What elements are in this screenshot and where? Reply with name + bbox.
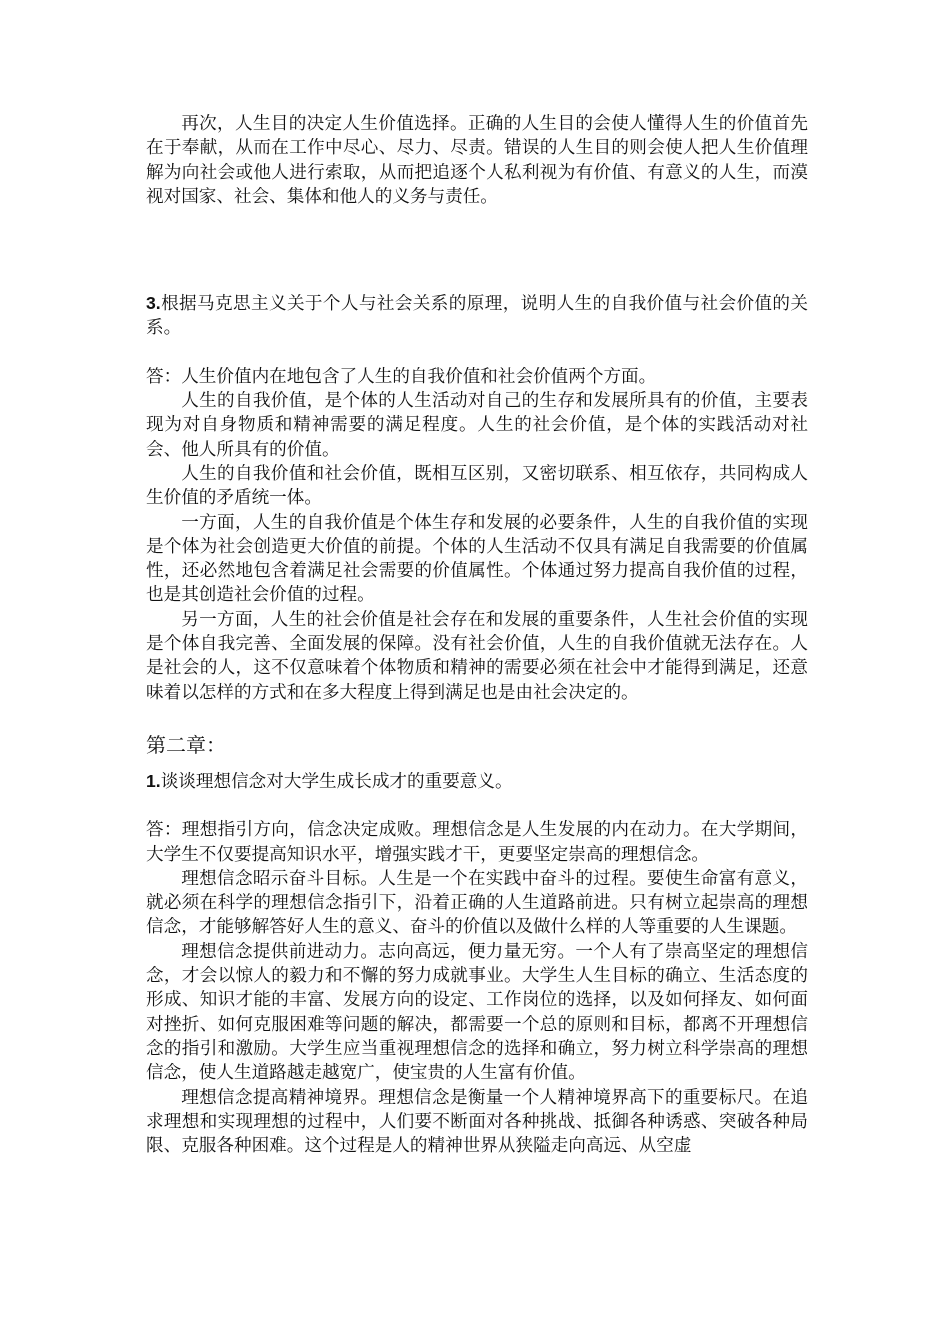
spacer: [146, 341, 808, 365]
question-3: [146, 291, 808, 341]
question-text: 根据马克思主义关于个人与社会关系的原理，说明人生的自我价值与社会价值的关系。: [146, 294, 808, 339]
answer-paragraph: 一方面，人生的自我价值是个体生存和发展的必要条件，人生的自我价值的实现是个体为社会创造更大价值的前提。个体的人生活动不仅具有满足自我需要的价值属性，还必然地包含着满足社会需要的价值属性。个体通过努力提高自我价值的过程，也是其创造社会价值的过程。: [146, 512, 808, 606]
answer-first-line: 答：人生价值内在地包含了人生的自我价值和社会价值两个方面。: [146, 366, 657, 387]
intro-paragraph: 再次，人生目的决定人生价值选择。正确的人生目的会使人懂得人生的价值首先在于奉献，从而在工作中尽心、尽力、尽责。错误的人生目的则会使人把人生价值理解为向社会或他人进行索取，从而把追逐个人私利视为有价值、有意义的人生，而漠视对国家、社会、集体和他人的义务与责任。: [146, 114, 808, 207]
answer-paragraph: 理想信念昭示奋斗目标。人生是一个在实践中奋斗的过程。要使生命富有意义，就必须在科学的理想信念指引下，沿着正确的人生道路前进。只有树立起崇高的理想信念，才能够解答好人生的意义、奋斗的价值以及做什么样的人等重要的人生课题。: [146, 868, 808, 938]
spacer: [146, 209, 808, 291]
question-number: 1.: [146, 770, 161, 791]
answer-paragraph: 人生的自我价值，是个体的人生活动对自己的生存和发展所具有的价值，主要表现为对自身物质和精神需要的满足程度。人生的社会价值，是个体的实践活动对社会、他人所具有的价值。: [146, 391, 808, 460]
spacer: [146, 759, 808, 769]
chapter-title: 第二章：: [146, 732, 226, 757]
spacer: [146, 794, 808, 818]
question-number: 3.: [146, 293, 161, 314]
answer-paragraph: 理想信念提高精神境界。理想信念是衡量一个人精神境界高下的重要标尺。在追求理想和实现理想的过程中，人们要不断面对各种挑战、抵御各种诱惑、突破各种局限、克服各种困难。这个过程是人的精神世界从狭隘走向高远、从空虚: [146, 1087, 808, 1157]
spacer: [146, 705, 808, 731]
answer-first-line: 答：理想指引方向，信念决定成败。理想信念是人生发展的内在动力。在大学期间，大学生不仅要提高知识水平，增强实践才干，更要坚定崇高的理想信念。: [146, 820, 808, 865]
answer-paragraph: 人生的自我价值和社会价值，既相互区别，又密切联系、相互依存，共同构成人生价值的矛盾统一体。: [146, 463, 808, 509]
answer-paragraph: 理想信念提供前进动力。志向高远，便力量无穷。一个人有了崇高坚定的理想信念，才会以惊人的毅力和不懈的努力成就事业。大学生人生目标的确立、生活态度的形成、知识才能的丰富、发展方向的设定、工作岗位的选择，以及如何择友、如何面对挫折、如何克服困难等问题的解决，都需要一个总的原则和目标，都离不开理想信念的指引和激励。大学生应当重视理想信念的选择和确立，努力树立科学崇高的理想信念，使人生道路越走越宽广，使宝贵的人生富有价值。: [146, 941, 808, 1084]
document-page: [146, 112, 808, 1158]
chapter2-question-1: [146, 769, 808, 794]
answer-paragraph: 另一方面，人生的社会价值是社会存在和发展的重要条件，人生社会价值的实现是个体自我完善、全面发展的保障。没有社会价值，人生的自我价值就无法存在。人是社会的人，这不仅意味着个体物质和精神的需要必须在社会中才能得到满足，还意味着以怎样的方式和在多大程度上得到满足也是由社会决定的。: [146, 609, 808, 703]
question-text: 谈谈理想信念对大学生成长成才的重要意义。: [160, 771, 513, 792]
